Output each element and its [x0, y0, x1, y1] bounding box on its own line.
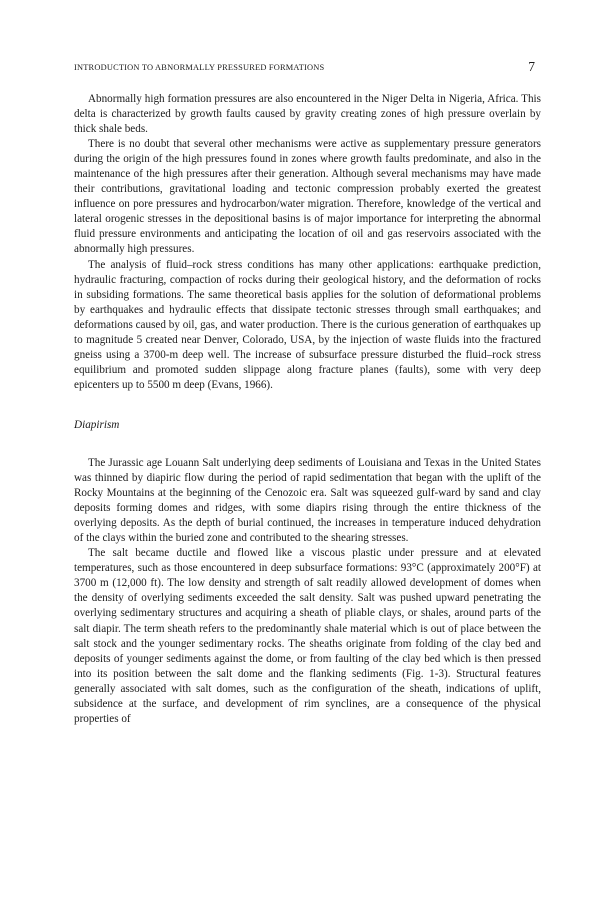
paragraph: There is no doubt that several other mechanisms were active as supplementary pressure generators during the origin of the high pressures found in zones where growth faults predominate, and also in the maintenance of the high pressures after their generation. Although several mechanisms may have made their contributions, gravitational loading and tectonic compression probably exerted the greatest influence on pore pressures and hydrocarbon/water migration. Therefore, knowledge of the vertical and lateral orogenic stresses in the depositional basins is of major importance for interpreting the abnormal fluid pressure environments and anticipating the location of oil and gas reservoirs associated with the abnormally high pressures.: [74, 138, 541, 256]
body-text: [74, 92, 541, 727]
paragraph: The analysis of fluid–rock stress conditions has many other applications: earthquake prediction, hydraulic fracturing, compaction of rocks during their geological history, and the deformation of rocks in subsiding formations. The same theoretical basis applies for the solution of deformational problems by earthquakes and hydraulic effects that dissipate tectonic stresses through small earthquakes; and deformations caused by oil, gas, and water production. There is the curious generation of earthquakes up to magnitude 5 created near Denver, Colorado, USA, by the injection of waste fluids into the fractured gneiss using a 3700-m deep well. The increase of subsurface pressure disturbed the fluid–rock stress equilibrium and promoted sudden slippage along fracture planes (faults), some with very deep epicenters up to 5500 m deep (Evans, 1966).: [74, 258, 541, 391]
paragraph: The Jurassic age Louann Salt underlying deep sediments of Louisiana and Texas in the United States was thinned by diapiric flow during the period of rapid sedimentation that began with the uplift of the Rocky Mountains at the beginning of the Cenozoic era. Salt was squeezed gulf-ward by sand and clay deposits forming domes and ridges, with some diapirs rising through the entire thickness of the overlying deposits. As the depth of burial continued, the increases in temperature induced dehydration of the clays within the buried zone and contributed to the shearing stresses.: [74, 456, 541, 545]
paragraph: Abnormally high formation pressures are also encountered in the Niger Delta in Nigeria, Africa. This delta is characterized by growth faults caused by gravity creating zones of high pressure overlain by thick shale beds.: [74, 93, 541, 136]
running-head: INTRODUCTION TO ABNORMALLY PRESSURED FORMATIONS: [74, 63, 325, 72]
page-number: 7: [528, 59, 535, 74]
paragraph: The salt became ductile and flowed like a viscous plastic under pressure and at elevated temperatures, such as those encountered in deep subsurface formations: 93°C (approximately 200°F) at 3700 m (12,000 ft). The low density and strength of salt readily allowed development of domes when the density of overlying sediments exceeded the salt density. Salt was pushed upward penetrating the overlying sedimentary structures and acquiring a sheath of pliable clays, or shales, around parts of the salt diapir. The term sheath refers to the predominantly shale material which is out of place between the salt stock and the younger sedimentary rocks. The sheaths originate from folding of the clay bed and deposits of younger sediments against the dome, or from faulting of the clay bed which is then pressed into its position between the salt dome and the flanking sediments (Fig. 1-3). Structural features generally associated with salt domes, such as the configuration of the sheath, indications of uplift, subsidence at the surface, and development of rim synclines, are a consequence of the physical properties of: [74, 547, 541, 725]
section-heading: Diapirism: [74, 418, 120, 431]
